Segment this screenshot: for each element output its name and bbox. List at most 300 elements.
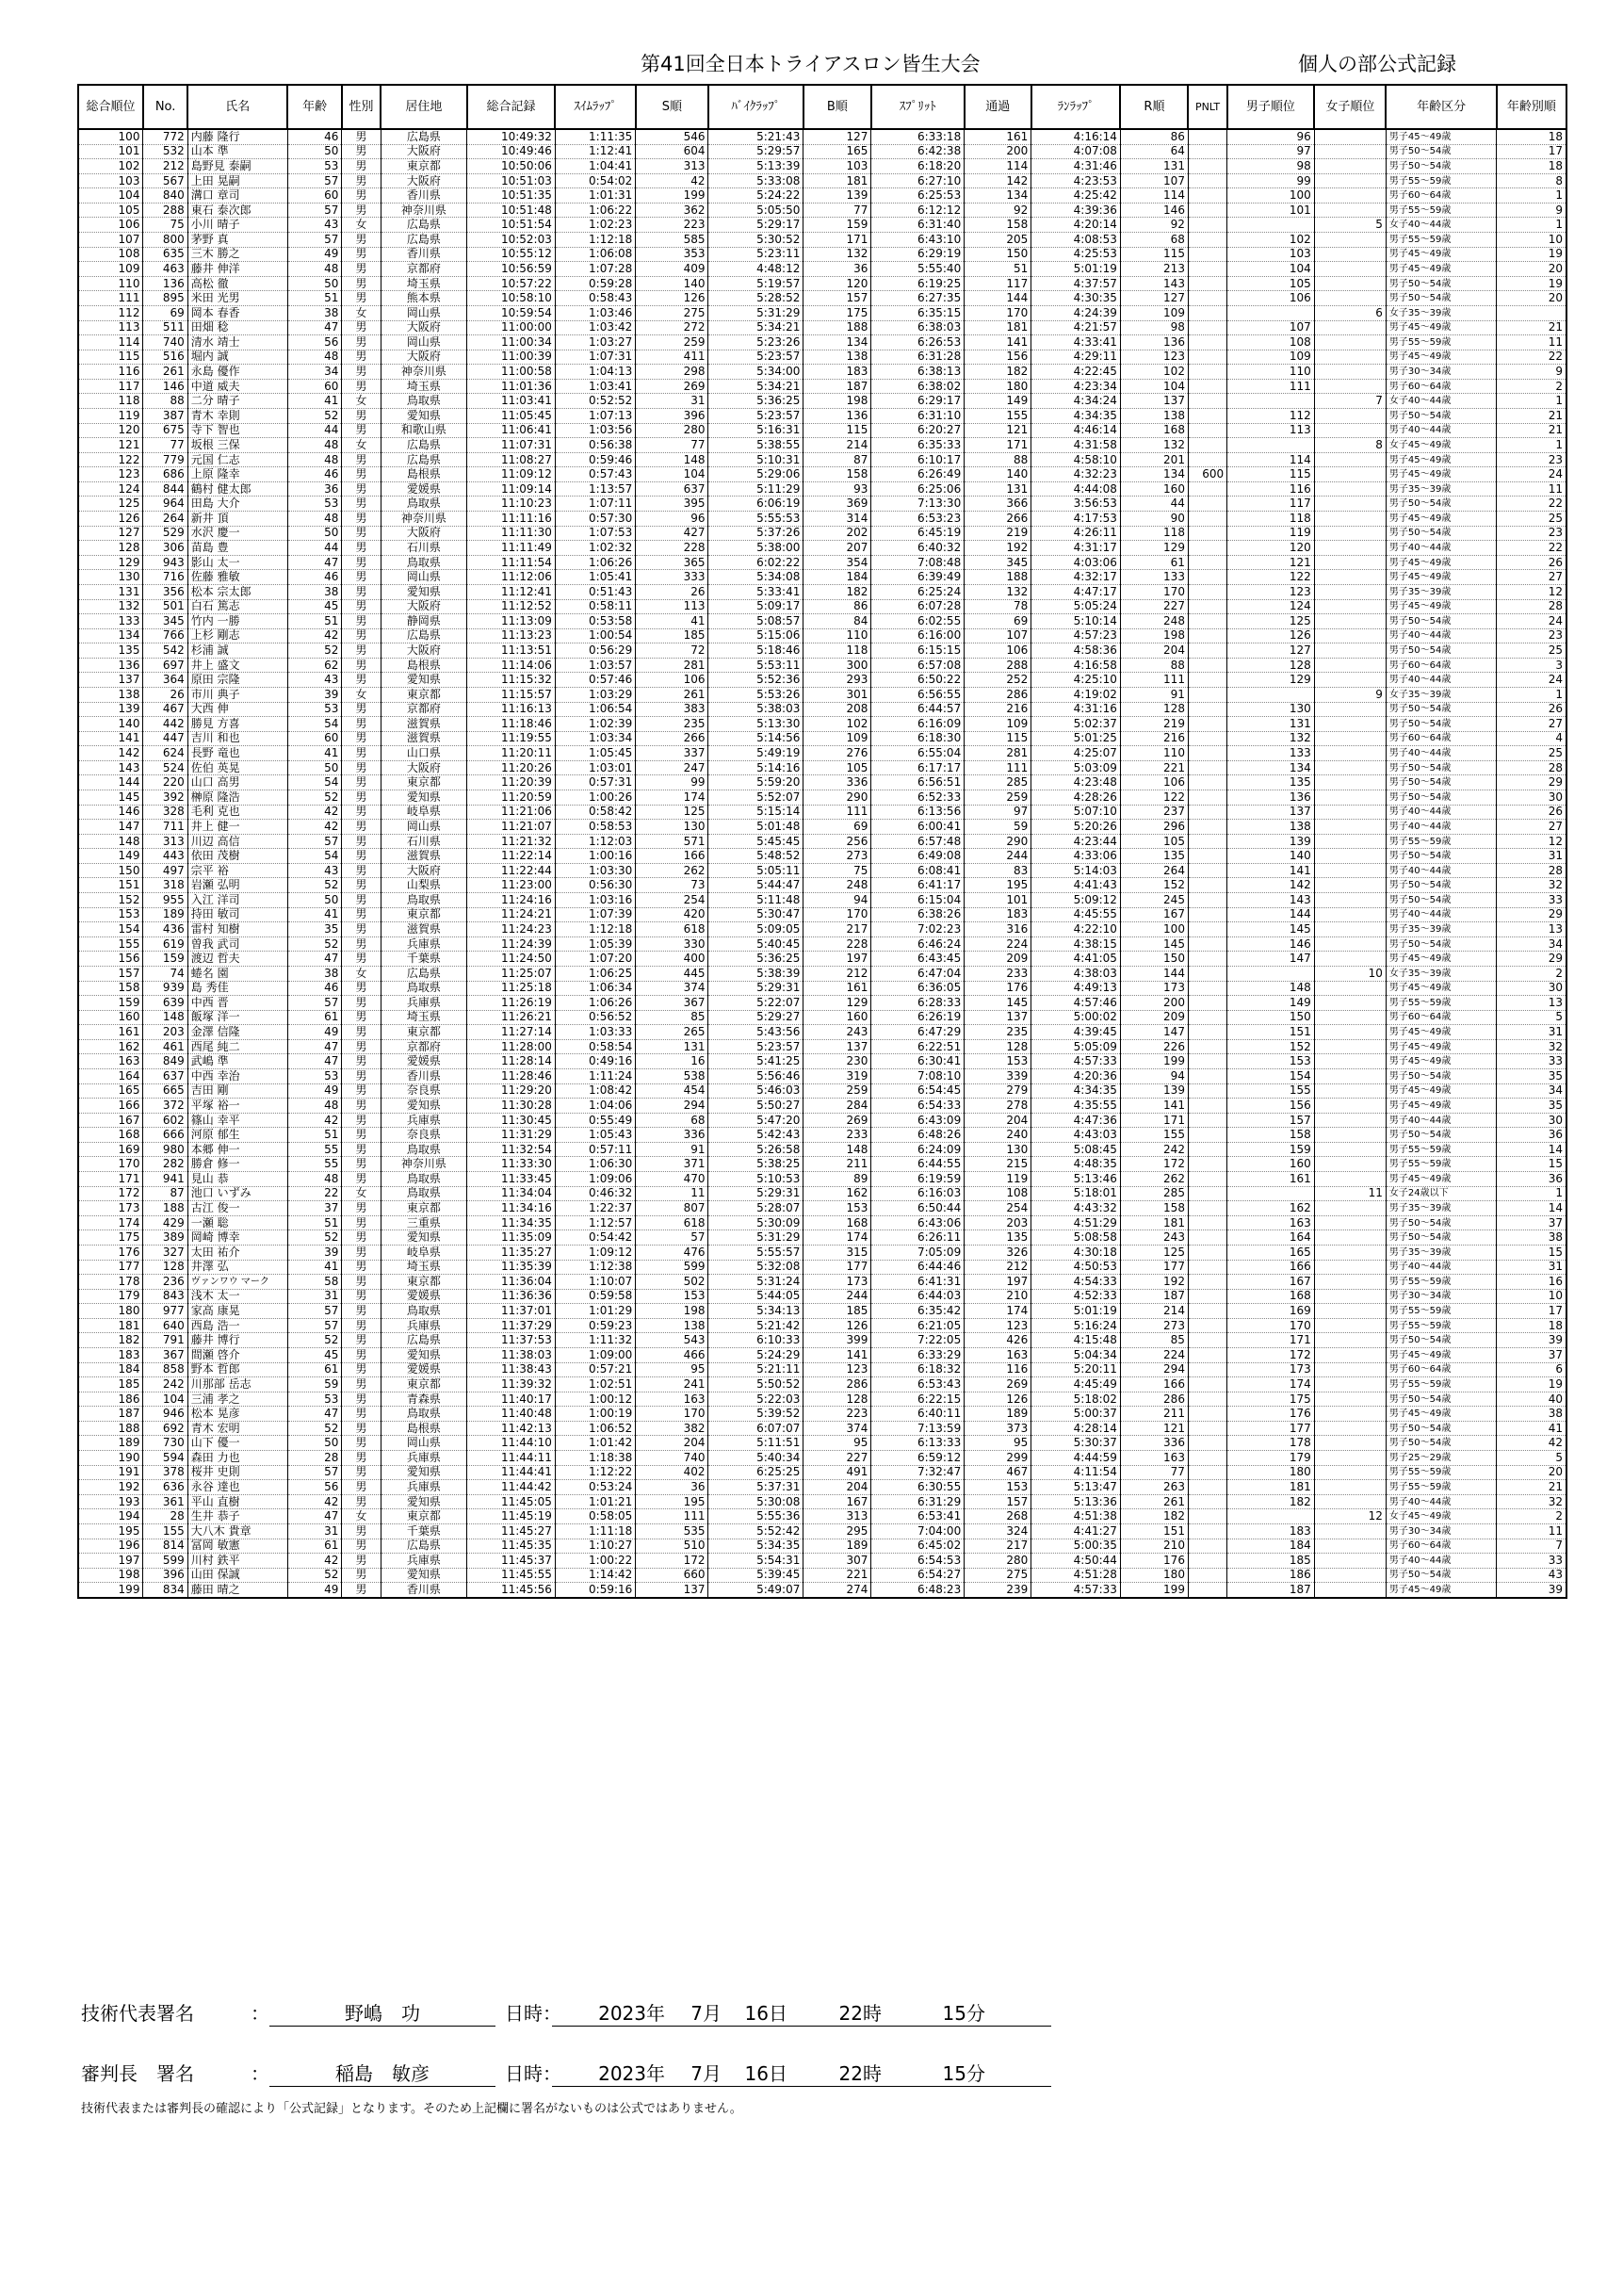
cell-overall-rank: 166 [78, 1099, 143, 1114]
cell-age-category-rank: 15 [1497, 1157, 1566, 1172]
table-row [78, 541, 1566, 556]
cell-athlete-name: 田畑 稔 [187, 320, 287, 335]
cell-run-rank: 135 [1120, 849, 1188, 864]
cell-age-category: 男子45～49歳 [1386, 1083, 1496, 1099]
cell-age-category: 男子50～54歳 [1386, 1392, 1496, 1407]
cell-run-rank: 136 [1120, 335, 1188, 350]
cell-residence: 岡山県 [381, 305, 467, 320]
column-header-bike-lap: ﾊﾞｲｸﾗｯﾌﾟ [708, 85, 803, 129]
cell-bike-rank: 161 [803, 981, 871, 996]
cell-total-time: 11:12:06 [467, 570, 556, 585]
cell-penalty [1188, 805, 1226, 820]
cell-bike-rank: 233 [803, 1128, 871, 1143]
cell-age: 47 [287, 1039, 342, 1054]
cell-bike-lap: 6:25:25 [708, 1465, 803, 1480]
cell-bike-rank: 105 [803, 760, 871, 775]
cell-run-rank: 158 [1120, 1201, 1188, 1216]
cell-total-time: 11:26:19 [467, 996, 556, 1011]
cell-total-time: 11:21:07 [467, 820, 556, 835]
cell-overall-rank: 162 [78, 1039, 143, 1054]
cell-penalty [1188, 1333, 1226, 1348]
cell-residence: 京都府 [381, 702, 467, 717]
cell-penalty [1188, 1186, 1226, 1201]
cell-male-rank: 161 [1227, 1172, 1315, 1187]
cell-overall-rank: 129 [78, 555, 143, 570]
cell-swim-rank: 254 [636, 893, 708, 908]
cell-swim-rank: 36 [636, 1480, 708, 1495]
cell-bike-rank: 118 [803, 643, 871, 659]
cell-penalty [1188, 452, 1226, 467]
cell-run-lap: 4:50:44 [1031, 1554, 1121, 1569]
cell-gender: 男 [342, 555, 381, 570]
cell-bike-lap: 5:29:17 [708, 218, 803, 233]
cell-age-category: 男子25～29歳 [1386, 1451, 1496, 1466]
cell-bike-lap: 5:29:27 [708, 1010, 803, 1025]
cell-passing-rank: 280 [965, 1554, 1031, 1569]
cell-run-lap: 5:08:45 [1031, 1142, 1121, 1157]
cell-swim-rank: 96 [636, 512, 708, 527]
cell-age-category-rank: 29 [1497, 907, 1566, 922]
cell-residence: 香川県 [381, 188, 467, 204]
cell-age-category-rank: 31 [1497, 1025, 1566, 1040]
cell-split-time: 6:29:17 [871, 394, 965, 409]
cell-athlete-name: 鶴村 健太郎 [187, 481, 287, 497]
cell-age-category-rank: 41 [1497, 1421, 1566, 1436]
cell-age-category: 男子55～59歳 [1386, 335, 1496, 350]
cell-residence: 島根県 [381, 467, 467, 482]
cell-passing-rank: 373 [965, 1421, 1031, 1436]
cell-bike-lap: 5:23:57 [708, 1039, 803, 1054]
cell-swim-lap: 1:00:16 [555, 849, 635, 864]
cell-overall-rank: 151 [78, 878, 143, 893]
cell-age: 47 [287, 1407, 342, 1422]
cell-run-lap: 4:39:36 [1031, 203, 1121, 218]
cell-age-category: 男子50～54歳 [1386, 878, 1496, 893]
cell-overall-rank: 177 [78, 1260, 143, 1275]
cell-bib-number: 635 [143, 247, 187, 262]
cell-run-rank: 152 [1120, 878, 1188, 893]
cell-split-time: 6:52:33 [871, 790, 965, 806]
cell-run-rank: 160 [1120, 481, 1188, 497]
cell-gender: 男 [342, 1421, 381, 1436]
cell-total-time: 11:25:07 [467, 966, 556, 981]
cell-penalty [1188, 365, 1226, 380]
cell-athlete-name: 佐伯 英晃 [187, 760, 287, 775]
cell-split-time: 6:18:30 [871, 731, 965, 746]
cell-male-rank: 117 [1227, 497, 1315, 512]
cell-passing-rank: 51 [965, 262, 1031, 277]
cell-bike-rank: 129 [803, 996, 871, 1011]
cell-swim-rank: 140 [636, 276, 708, 291]
cell-age-category-rank: 27 [1497, 820, 1566, 835]
cell-overall-rank: 164 [78, 1069, 143, 1084]
cell-age-category-rank: 2 [1497, 966, 1566, 981]
cell-bike-rank: 183 [803, 365, 871, 380]
cell-age: 34 [287, 365, 342, 380]
cell-passing-rank: 83 [965, 863, 1031, 878]
cell-age: 38 [287, 305, 342, 320]
table-row [78, 1318, 1566, 1333]
cell-age-category: 男子50～54歳 [1386, 702, 1496, 717]
cell-run-rank: 273 [1120, 1318, 1188, 1333]
cell-swim-rank: 73 [636, 878, 708, 893]
cell-penalty [1188, 1421, 1226, 1436]
cell-age-category: 女子35～39歳 [1386, 305, 1496, 320]
cell-residence: 島根県 [381, 1421, 467, 1436]
date-year: 2023年 [598, 2002, 665, 2025]
cell-swim-lap: 0:58:43 [555, 291, 635, 306]
cell-run-lap: 4:51:29 [1031, 1215, 1121, 1230]
cell-bib-number: 511 [143, 320, 187, 335]
cell-female-rank [1314, 1304, 1386, 1319]
table-row [78, 188, 1566, 204]
cell-run-rank: 243 [1120, 1230, 1188, 1246]
cell-run-lap: 4:22:10 [1031, 922, 1121, 937]
cell-swim-lap: 0:49:16 [555, 1054, 635, 1069]
cell-age: 52 [287, 1333, 342, 1348]
cell-age-category: 男子50～54歳 [1386, 1128, 1496, 1143]
cell-swim-lap: 1:06:52 [555, 1421, 635, 1436]
cell-age-category: 男子50～54歳 [1386, 849, 1496, 864]
cell-overall-rank: 158 [78, 981, 143, 996]
cell-age: 48 [287, 262, 342, 277]
cell-age-category: 男子50～54歳 [1386, 790, 1496, 806]
cell-age-category: 男子40～44歳 [1386, 673, 1496, 688]
cell-swim-rank: 470 [636, 1172, 708, 1187]
cell-bike-lap: 6:10:33 [708, 1333, 803, 1348]
cell-total-time: 11:40:17 [467, 1392, 556, 1407]
cell-age: 52 [287, 1568, 342, 1583]
cell-bike-lap: 5:22:03 [708, 1392, 803, 1407]
cell-gender: 女 [342, 1186, 381, 1201]
cell-age-category: 男子45～49歳 [1386, 467, 1496, 482]
cell-run-rank: 168 [1120, 423, 1188, 438]
cell-overall-rank: 104 [78, 188, 143, 204]
cell-bike-rank: 181 [803, 173, 871, 188]
cell-male-rank: 175 [1227, 1392, 1315, 1407]
cell-age-category-rank: 21 [1497, 408, 1566, 423]
cell-bib-number: 840 [143, 188, 187, 204]
cell-bike-rank: 141 [803, 1347, 871, 1362]
cell-age: 52 [287, 1230, 342, 1246]
cell-split-time: 6:38:26 [871, 907, 965, 922]
cell-split-time: 6:18:32 [871, 1362, 965, 1377]
cell-athlete-name: 東石 泰次郎 [187, 203, 287, 218]
cell-swim-lap: 1:05:39 [555, 936, 635, 952]
cell-total-time: 10:59:54 [467, 305, 556, 320]
cell-age-category: 男子60～64歳 [1386, 731, 1496, 746]
cell-residence: 京都府 [381, 262, 467, 277]
cell-age: 53 [287, 1392, 342, 1407]
table-row [78, 1568, 1566, 1583]
cell-run-lap: 4:39:45 [1031, 1025, 1121, 1040]
cell-penalty [1188, 1054, 1226, 1069]
cell-bike-lap: 5:08:57 [708, 614, 803, 629]
cell-bib-number: 356 [143, 584, 187, 599]
cell-bike-rank: 36 [803, 262, 871, 277]
cell-age-category-rank: 31 [1497, 849, 1566, 864]
cell-age-category-rank: 36 [1497, 1128, 1566, 1143]
cell-female-rank [1314, 1157, 1386, 1172]
cell-run-rank: 199 [1120, 1583, 1188, 1598]
cell-passing-rank: 117 [965, 276, 1031, 291]
date-minute: 15分 [942, 2062, 985, 2085]
cell-age-category: 男子60～64歳 [1386, 658, 1496, 673]
table-row [78, 512, 1566, 527]
cell-run-lap: 4:57:33 [1031, 1054, 1121, 1069]
cell-overall-rank: 168 [78, 1128, 143, 1143]
cell-run-lap: 4:43:03 [1031, 1128, 1121, 1143]
cell-swim-rank: 99 [636, 775, 708, 790]
cell-residence: 大阪府 [381, 599, 467, 614]
date-label: 日時： [505, 2062, 561, 2085]
cell-split-time: 6:17:17 [871, 760, 965, 775]
cell-split-time: 6:25:53 [871, 188, 965, 204]
cell-overall-rank: 115 [78, 350, 143, 365]
cell-overall-rank: 126 [78, 512, 143, 527]
cell-female-rank [1314, 1113, 1386, 1128]
cell-age: 50 [287, 276, 342, 291]
cell-age: 51 [287, 614, 342, 629]
cell-penalty [1188, 1436, 1226, 1451]
cell-gender: 男 [342, 1054, 381, 1069]
cell-bike-rank: 221 [803, 1568, 871, 1583]
cell-split-time: 6:50:22 [871, 673, 965, 688]
cell-bike-rank: 139 [803, 188, 871, 204]
cell-overall-rank: 198 [78, 1568, 143, 1583]
cell-athlete-name: 冨岡 敏憲 [187, 1539, 287, 1554]
cell-swim-rank: 510 [636, 1539, 708, 1554]
cell-passing-rank: 285 [965, 775, 1031, 790]
cell-age-category-rank: 25 [1497, 746, 1566, 761]
cell-bib-number: 389 [143, 1230, 187, 1246]
cell-female-rank: 9 [1314, 687, 1386, 702]
cell-penalty [1188, 1025, 1226, 1040]
cell-overall-rank: 159 [78, 996, 143, 1011]
cell-overall-rank: 171 [78, 1172, 143, 1187]
cell-total-time: 11:24:16 [467, 893, 556, 908]
cell-swim-lap: 0:55:49 [555, 1113, 635, 1128]
cell-age-category: 男子40～44歳 [1386, 628, 1496, 643]
cell-age-category-rank: 21 [1497, 423, 1566, 438]
cell-bib-number: 69 [143, 305, 187, 320]
cell-gender: 男 [342, 1245, 381, 1260]
cell-run-lap: 4:49:13 [1031, 981, 1121, 996]
cell-run-rank: 200 [1120, 996, 1188, 1011]
cell-bike-rank: 295 [803, 1523, 871, 1539]
cell-age: 36 [287, 481, 342, 497]
cell-bike-lap: 5:21:11 [708, 1362, 803, 1377]
cell-athlete-name: 寺下 智也 [187, 423, 287, 438]
cell-male-rank: 126 [1227, 628, 1315, 643]
cell-residence: 広島県 [381, 452, 467, 467]
cell-passing-rank: 137 [965, 1010, 1031, 1025]
cell-bike-rank: 243 [803, 1025, 871, 1040]
cell-run-rank: 114 [1120, 188, 1188, 204]
cell-run-rank: 133 [1120, 570, 1188, 585]
cell-age: 57 [287, 173, 342, 188]
cell-penalty [1188, 1362, 1226, 1377]
cell-age-category: 男子50～54歳 [1386, 159, 1496, 174]
cell-age: 37 [287, 1201, 342, 1216]
cell-run-rank: 210 [1120, 1539, 1188, 1554]
cell-total-time: 10:56:59 [467, 262, 556, 277]
cell-run-rank: 118 [1120, 526, 1188, 541]
cell-age-category: 男子55～59歳 [1386, 233, 1496, 248]
cell-age-category-rank: 34 [1497, 1083, 1566, 1099]
cell-penalty [1188, 1245, 1226, 1260]
cell-age-category: 男子30～34歳 [1386, 1289, 1496, 1304]
cell-run-rank: 173 [1120, 981, 1188, 996]
cell-run-rank: 106 [1120, 775, 1188, 790]
cell-residence: 兵庫県 [381, 936, 467, 952]
cell-female-rank [1314, 628, 1386, 643]
cell-total-time: 10:51:03 [467, 173, 556, 188]
cell-overall-rank: 157 [78, 966, 143, 981]
cell-residence: 石川県 [381, 834, 467, 849]
cell-residence: 岡山県 [381, 820, 467, 835]
cell-female-rank [1314, 746, 1386, 761]
cell-gender: 男 [342, 673, 381, 688]
cell-bike-lap: 5:56:46 [708, 1069, 803, 1084]
cell-residence: 愛媛県 [381, 1054, 467, 1069]
column-header-overall-rank: 総合順位 [78, 85, 143, 129]
cell-female-rank [1314, 1436, 1386, 1451]
cell-bike-rank: 158 [803, 467, 871, 482]
cell-total-time: 11:15:57 [467, 687, 556, 702]
cell-split-time: 6:26:19 [871, 1010, 965, 1025]
cell-bike-rank: 77 [803, 203, 871, 218]
cell-female-rank [1314, 512, 1386, 527]
cell-gender: 男 [342, 365, 381, 380]
cell-passing-rank: 209 [965, 952, 1031, 967]
cell-split-time: 6:44:57 [871, 702, 965, 717]
cell-overall-rank: 110 [78, 276, 143, 291]
cell-swim-lap: 1:00:12 [555, 1392, 635, 1407]
cell-swim-lap: 1:06:34 [555, 981, 635, 996]
cell-penalty [1188, 497, 1226, 512]
cell-male-rank: 179 [1227, 1451, 1315, 1466]
cell-overall-rank: 152 [78, 893, 143, 908]
table-row [78, 555, 1566, 570]
cell-bib-number: 697 [143, 658, 187, 673]
cell-run-lap: 4:47:17 [1031, 584, 1121, 599]
cell-female-rank [1314, 1201, 1386, 1216]
cell-age-category-rank: 1 [1497, 394, 1566, 409]
cell-age-category: 男子55～59歳 [1386, 1157, 1496, 1172]
cell-bib-number: 236 [143, 1275, 187, 1290]
cell-bib-number: 501 [143, 599, 187, 614]
cell-run-lap: 4:16:14 [1031, 129, 1121, 144]
cell-gender: 男 [342, 423, 381, 438]
cell-age-category: 男子40～44歳 [1386, 746, 1496, 761]
cell-female-rank [1314, 673, 1386, 688]
cell-bib-number: 602 [143, 1113, 187, 1128]
cell-age-category-rank: 38 [1497, 1230, 1566, 1246]
table-row [78, 1025, 1566, 1040]
cell-female-rank: 7 [1314, 394, 1386, 409]
cell-age-category-rank: 30 [1497, 790, 1566, 806]
cell-bib-number: 843 [143, 1289, 187, 1304]
cell-run-lap: 4:25:42 [1031, 188, 1121, 204]
cell-total-time: 11:24:39 [467, 936, 556, 952]
cell-athlete-name: 吉川 和也 [187, 731, 287, 746]
cell-run-lap: 4:34:24 [1031, 394, 1121, 409]
cell-age: 38 [287, 966, 342, 981]
cell-passing-rank: 197 [965, 1275, 1031, 1290]
cell-athlete-name: 上杉 剛志 [187, 628, 287, 643]
cell-age-category: 男子40～44歳 [1386, 863, 1496, 878]
cell-female-rank [1314, 981, 1386, 996]
cell-bike-rank: 170 [803, 907, 871, 922]
cell-overall-rank: 163 [78, 1054, 143, 1069]
cell-bib-number: 640 [143, 1318, 187, 1333]
cell-age-category-rank: 35 [1497, 1069, 1566, 1084]
table-header-row [78, 85, 1566, 129]
cell-athlete-name: 蜷名 園 [187, 966, 287, 981]
cell-total-time: 11:24:21 [467, 907, 556, 922]
cell-residence: 岐阜県 [381, 1245, 467, 1260]
cell-swim-lap: 1:03:16 [555, 893, 635, 908]
cell-swim-rank: 466 [636, 1347, 708, 1362]
cell-overall-rank: 194 [78, 1509, 143, 1524]
cell-age-category-rank: 24 [1497, 467, 1566, 482]
date-day: 16日 [744, 2062, 787, 2085]
cell-run-lap: 4:38:03 [1031, 966, 1121, 981]
cell-female-rank [1314, 1245, 1386, 1260]
cell-split-time: 6:49:08 [871, 849, 965, 864]
cell-bike-rank: 217 [803, 922, 871, 937]
cell-swim-lap: 1:03:01 [555, 760, 635, 775]
cell-male-rank: 150 [1227, 1010, 1315, 1025]
cell-swim-lap: 0:56:29 [555, 643, 635, 659]
cell-run-rank: 146 [1120, 203, 1188, 218]
cell-overall-rank: 165 [78, 1083, 143, 1099]
cell-swim-rank: 367 [636, 996, 708, 1011]
cell-penalty [1188, 1039, 1226, 1054]
cell-swim-lap: 1:13:57 [555, 481, 635, 497]
cell-bike-lap: 5:14:56 [708, 731, 803, 746]
cell-age-category-rank: 14 [1497, 1142, 1566, 1157]
cell-bike-rank: 319 [803, 1069, 871, 1084]
cell-age: 50 [287, 144, 342, 159]
cell-age: 48 [287, 350, 342, 365]
cell-age-category-rank: 38 [1497, 1407, 1566, 1422]
cell-age: 47 [287, 952, 342, 967]
cell-swim-rank: 259 [636, 335, 708, 350]
cell-bib-number: 396 [143, 1568, 187, 1583]
cell-residence: 広島県 [381, 438, 467, 453]
cell-age: 54 [287, 775, 342, 790]
cell-penalty [1188, 481, 1226, 497]
cell-residence: 神奈川県 [381, 512, 467, 527]
cell-athlete-name: 田島 大介 [187, 497, 287, 512]
cell-total-time: 11:37:53 [467, 1333, 556, 1348]
cell-age-category-rank: 39 [1497, 1333, 1566, 1348]
cell-run-lap: 5:10:14 [1031, 614, 1121, 629]
cell-swim-rank: 91 [636, 1142, 708, 1157]
cell-residence: 鳥取県 [381, 394, 467, 409]
cell-run-rank: 192 [1120, 1275, 1188, 1290]
cell-penalty [1188, 746, 1226, 761]
cell-total-time: 11:45:05 [467, 1494, 556, 1509]
cell-run-lap: 4:28:26 [1031, 790, 1121, 806]
table-row [78, 614, 1566, 629]
cell-swim-lap: 0:57:43 [555, 467, 635, 482]
cell-bike-rank: 189 [803, 1539, 871, 1554]
cell-residence: 奈良県 [381, 1128, 467, 1143]
cell-run-rank: 182 [1120, 1509, 1188, 1524]
